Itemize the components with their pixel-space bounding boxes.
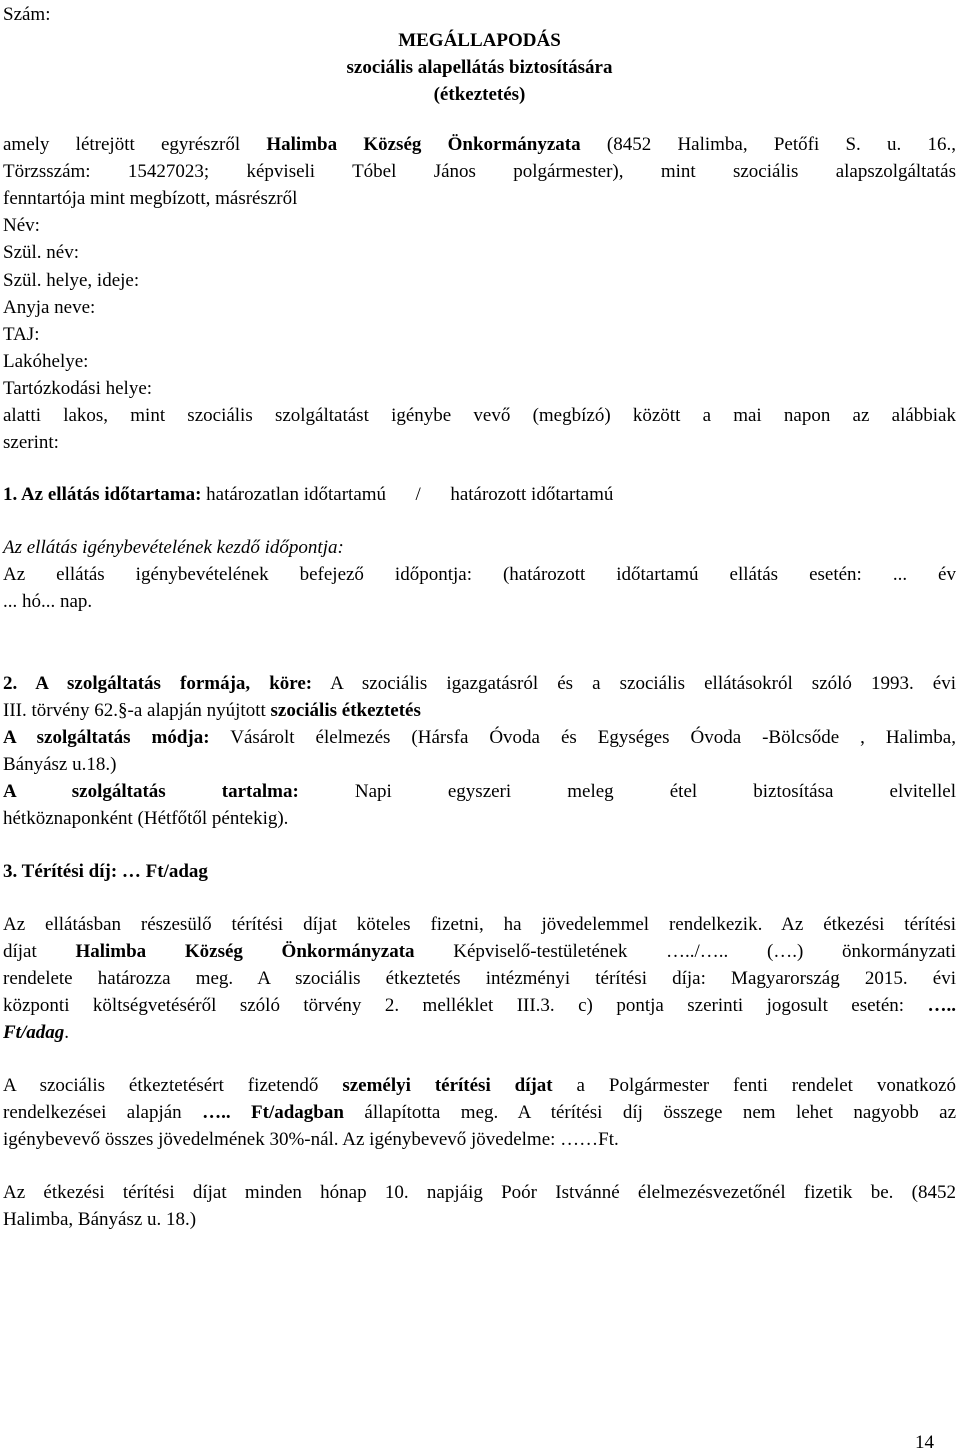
service-content-line-2: hétköznaponként (Hétfőtől péntekig). <box>3 808 289 829</box>
fee-para-3-line-2: Halimba, Bányász u. 18.) <box>3 1209 197 1230</box>
section-symbol: § <box>118 700 128 721</box>
field-tartozkodasi-hely: Tartózkodási helye: <box>3 378 153 399</box>
field-szul-hely: Szül. helye, ideje: <box>3 270 140 291</box>
szam-label: Szám: <box>3 4 51 25</box>
field-taj: TAJ: <box>3 324 40 345</box>
intro-line-1: amely létrejött egyrészről Halimba Község Önkormányzata (8452 Halimba, Petőfi S. u. 16., <box>3 134 957 155</box>
parties-line-1: alatti lakos, mint szociális szolgáltatást igénybe vevő (megbízó) között a mai napon az alábbiak <box>3 405 956 426</box>
fee-para-2-line-1: A szociális étkeztetésért fizetendő személyi térítési díjat a Polgármester fenti rendelet vonatkozó <box>3 1075 956 1096</box>
section-2-line-2: III. törvény 62.§-a alapján nyújtott szociális étkeztetés <box>3 700 421 721</box>
document-subtitle: szociális alapellátás biztosítására <box>346 57 613 78</box>
fee-para-1-line-4: központi költségvetéséről szóló törvény 2. melléklet III.3. c) pontja szerinti jogosult esetén: ….. <box>3 995 957 1016</box>
service-mode-line-1: A szolgáltatás módja: Vásárolt élelmezés (Hársfa Óvoda és Egységes Óvoda -Bölcsőde , Halimba, <box>3 727 956 748</box>
fee-para-1-line-5: Ft/adag. <box>3 1022 69 1043</box>
field-szul-nev: Szül. név: <box>3 242 79 263</box>
start-date-line: Az ellátás igénybevételének kezdő időpontja: <box>3 537 344 558</box>
intro-line-3: fenntartója mint megbízott, másrészről <box>3 188 298 209</box>
fee-para-1-line-3: rendelete határozza meg. A szociális étkeztetés intézményi térítési díja: Magyarország 2015. évi <box>3 968 956 989</box>
party-name: Halimba Község Önkormányzata <box>266 134 581 155</box>
document-title: MEGÁLLAPODÁS <box>398 30 561 51</box>
section-2-line-1: 2. A szolgáltatás formája, köre: A szociális igazgatásról és a szociális ellátásokról szóló 1993. évi <box>3 673 956 694</box>
end-date-line-1: Az ellátás igénybevételének befejező időpontja: (határozott időtartamú ellátás esetén: ... év <box>3 564 956 585</box>
fee-para-2-line-3: igénybevevő összes jövedelmének 30%-nál. Az igénybevevő jövedelme: ……Ft. <box>3 1129 619 1150</box>
section-2-heading: 2. A szolgáltatás formája, köre: <box>3 673 313 694</box>
section-1-duration: 1. Az ellátás időtartama: határozatlan időtartamú / határozott időtartamú <box>3 484 614 505</box>
fee-para-1-line-2: díjat Halimba Község Önkormányzata Képviselő-testületének …../….. (….) önkormányzati <box>3 941 956 962</box>
service-mode-line-2: Bányász u.18.) <box>3 754 117 775</box>
end-date-line-2: ... hó... nap. <box>3 591 93 612</box>
field-lakohely: Lakóhelye: <box>3 351 89 372</box>
intro-line-2: Törzsszám: 15427023; képviseli Tóbel János polgármester), mint szociális alapszolgáltatás <box>3 161 956 182</box>
section-3-heading: 3. Térítési díj: … Ft/adag <box>3 861 208 882</box>
duration-option-indefinite: határozatlan időtartamú <box>206 484 387 505</box>
parties-line-2: szerint: <box>3 432 59 453</box>
fee-para-2-line-2: rendelkezései alapján ….. Ft/adagban állapította meg. A térítési díj összege nem lehet nagyobb az <box>3 1102 957 1123</box>
duration-option-definite: határozott időtartamú <box>450 484 614 505</box>
service-content-line-1: A szolgáltatás tartalma: Napi egyszeri meleg étel biztosítása elvitellel <box>3 781 956 802</box>
field-nev: Név: <box>3 215 40 236</box>
fee-para-1-line-1: Az ellátásban részesülő térítési díjat köteles fizetni, ha jövedelemmel rendelkezik. Az étkezési térítési <box>3 914 956 935</box>
fee-para-3-line-1: Az étkezési térítési díjat minden hónap 10. napjáig Poór Istvánné élelmezésvezetőnél fizetik be. (8452 <box>3 1182 956 1203</box>
page-number: 14 <box>915 1432 934 1453</box>
section-1-heading: 1. Az ellátás időtartama: <box>3 484 202 505</box>
document-subtitle-2: (étkeztetés) <box>433 84 526 105</box>
field-anyja-neve: Anyja neve: <box>3 297 96 318</box>
